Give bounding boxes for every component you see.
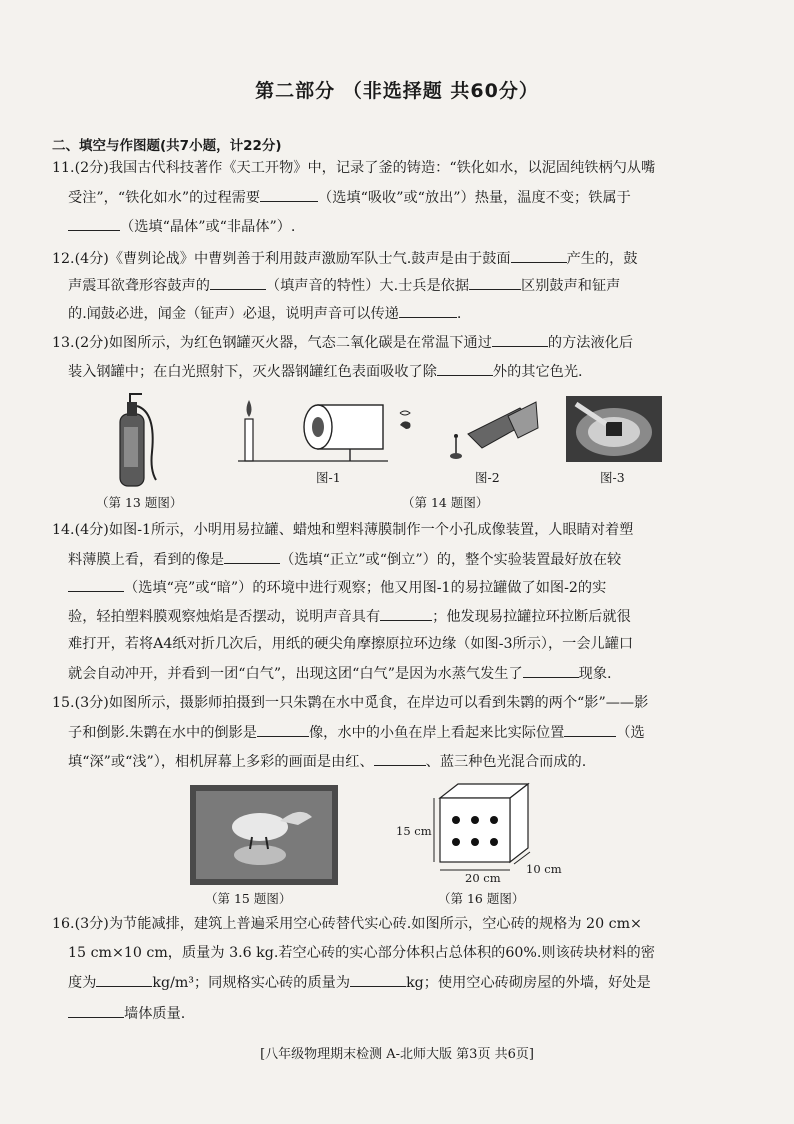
q13-blank1[interactable] [492, 332, 548, 347]
fig14-label1: 图-1 [316, 470, 341, 485]
page-title: 第二部分 （非选择题 共60分） [255, 80, 539, 102]
q15-line2: 子和倒影.朱鹮在水中的倒影是 像，水中的小鱼在岸上看起来比实际位置 （选 [68, 722, 645, 743]
q16-blank3[interactable] [68, 1003, 124, 1018]
q16-blank1[interactable] [96, 972, 152, 987]
q12-blank2[interactable] [210, 275, 266, 290]
q16-line3: 度为 kg/m³；同规格实心砖的质量为 kg；使用空心砖砌房屋的外墙，好处是 [68, 972, 651, 993]
q15-blank2[interactable] [564, 722, 616, 737]
q15-blank1[interactable] [257, 722, 309, 737]
page-footer: [八年级物理期末检测 A-北师大版 第3页 共6页] [260, 1047, 534, 1062]
fig16-caption: （第 16 题图） [438, 891, 525, 906]
fig14-label3: 图-3 [600, 470, 625, 485]
q16-line4: 墙体质量. [68, 1003, 185, 1024]
q14-blank2[interactable] [68, 577, 124, 592]
q11-line3: （选填“晶体”或“非晶体”）. [68, 216, 295, 237]
section-heading: 二、填空与作图题(共7小题，计22分) [52, 138, 282, 154]
can-tap-figure [448, 398, 538, 462]
q13-line2: 装入钢罐中；在白光照射下，灭火器钢罐红色表面吸收了除 外的其它色光. [68, 361, 583, 382]
brick-height-label: 15 cm [396, 824, 432, 838]
fig15-caption: （第 15 题图） [205, 891, 292, 906]
q11-blank2[interactable] [68, 216, 120, 231]
q14-line5: 难打开，若将A4纸对折几次后，用纸的硬尖角摩擦原拉环边缘（如图-3所示），一会儿罐口 [68, 636, 634, 652]
q16-blank2[interactable] [350, 972, 406, 987]
q16-line1: 16.(3分)为节能减排，建筑上普遍采用空心砖替代实心砖.如图所示，空心砖的规格为 20 cm× [52, 916, 642, 932]
q16-line2: 15 cm×10 cm，质量为 3.6 kg.若空心砖的实心部分体积占总体积的60%.则该砖块材料的密 [68, 945, 655, 961]
q14-line6: 就会自动冲开，并看到一团“白气”，出现这团“白气”是因为水蒸气发生了 现象. [68, 663, 612, 684]
q11-blank1[interactable] [260, 187, 318, 202]
q13-blank2[interactable] [437, 361, 493, 376]
fig13-caption: （第 13 题图） [96, 495, 183, 510]
brick-width-label: 20 cm [465, 871, 501, 885]
q14-blank4[interactable] [523, 663, 579, 678]
q14-line3: （选填“亮”或“暗”）的环境中进行观察；他又用图-1的易拉罐做了如图-2的实 [68, 577, 606, 598]
fire-extinguisher-figure [108, 392, 168, 492]
q12-line2: 声震耳欲聋形容鼓声的 （填声音的特性）大.士兵是依据 区别鼓声和钲声 [68, 275, 620, 296]
q15-line3: 填“深”或“浅”），相机屏幕上多彩的画面是由红、 、蓝三种色光混合而成的. [68, 751, 586, 772]
q12-line1: 12.(4分)《曹刿论战》中曹刿善于利用鼓声激励军队士气.鼓声是由于鼓面 产生的，鼓 [52, 248, 638, 269]
q14-blank1[interactable] [224, 549, 280, 564]
q13-line1: 13.(2分)如图所示，为红色钢罐灭火器，气态二氧化碳是在常温下通过 的方法液化后 [52, 332, 633, 353]
can-top-photo [566, 396, 662, 462]
q14-line2: 料薄膜上看，看到的像是 （选填“正立”或“倒立”）的，整个实验装置最好放在较 [68, 549, 621, 570]
q15-blank3[interactable] [374, 751, 426, 766]
brick-depth-label: 10 cm [526, 862, 562, 876]
q12-blank3[interactable] [469, 275, 521, 290]
q12-line3: 的.闻鼓必进，闻金（钲声）必退，说明声音可以传递 . [68, 303, 461, 324]
q11-line2: 受注”，“铁化如水”的过程需要 （选填“吸收”或“放出”）热量，温度不变；铁属于 [68, 187, 631, 208]
q14-blank3[interactable] [380, 606, 432, 621]
q12-blank1[interactable] [511, 248, 567, 263]
fig14-label2: 图-2 [475, 470, 500, 485]
q14-line4: 验，轻拍塑料膜观察烛焰是否摆动，说明声音具有 ；他发现易拉罐拉环拉断后就很 [68, 606, 631, 627]
q12-blank4[interactable] [399, 303, 457, 318]
q14-line1: 14.(4分)如图-1所示，小明用易拉罐、蜡烛和塑料薄膜制作一个小孔成像装置，人眼睛对着塑 [52, 522, 634, 538]
ibis-photo [190, 785, 338, 885]
pinhole-camera-figure [238, 395, 433, 470]
q11-line1: 11.(2分)我国古代科技著作《天工开物》中，记录了釜的铸造：“铁化如水，以泥固纯铁柄勺从嘴 [52, 160, 656, 176]
q15-line1: 15.(3分)如图所示，摄影师拍摄到一只朱鹮在水中觅食，在岸边可以看到朱鹮的两个“影”——影 [52, 695, 649, 711]
fig14-caption: （第 14 题图） [402, 495, 489, 510]
